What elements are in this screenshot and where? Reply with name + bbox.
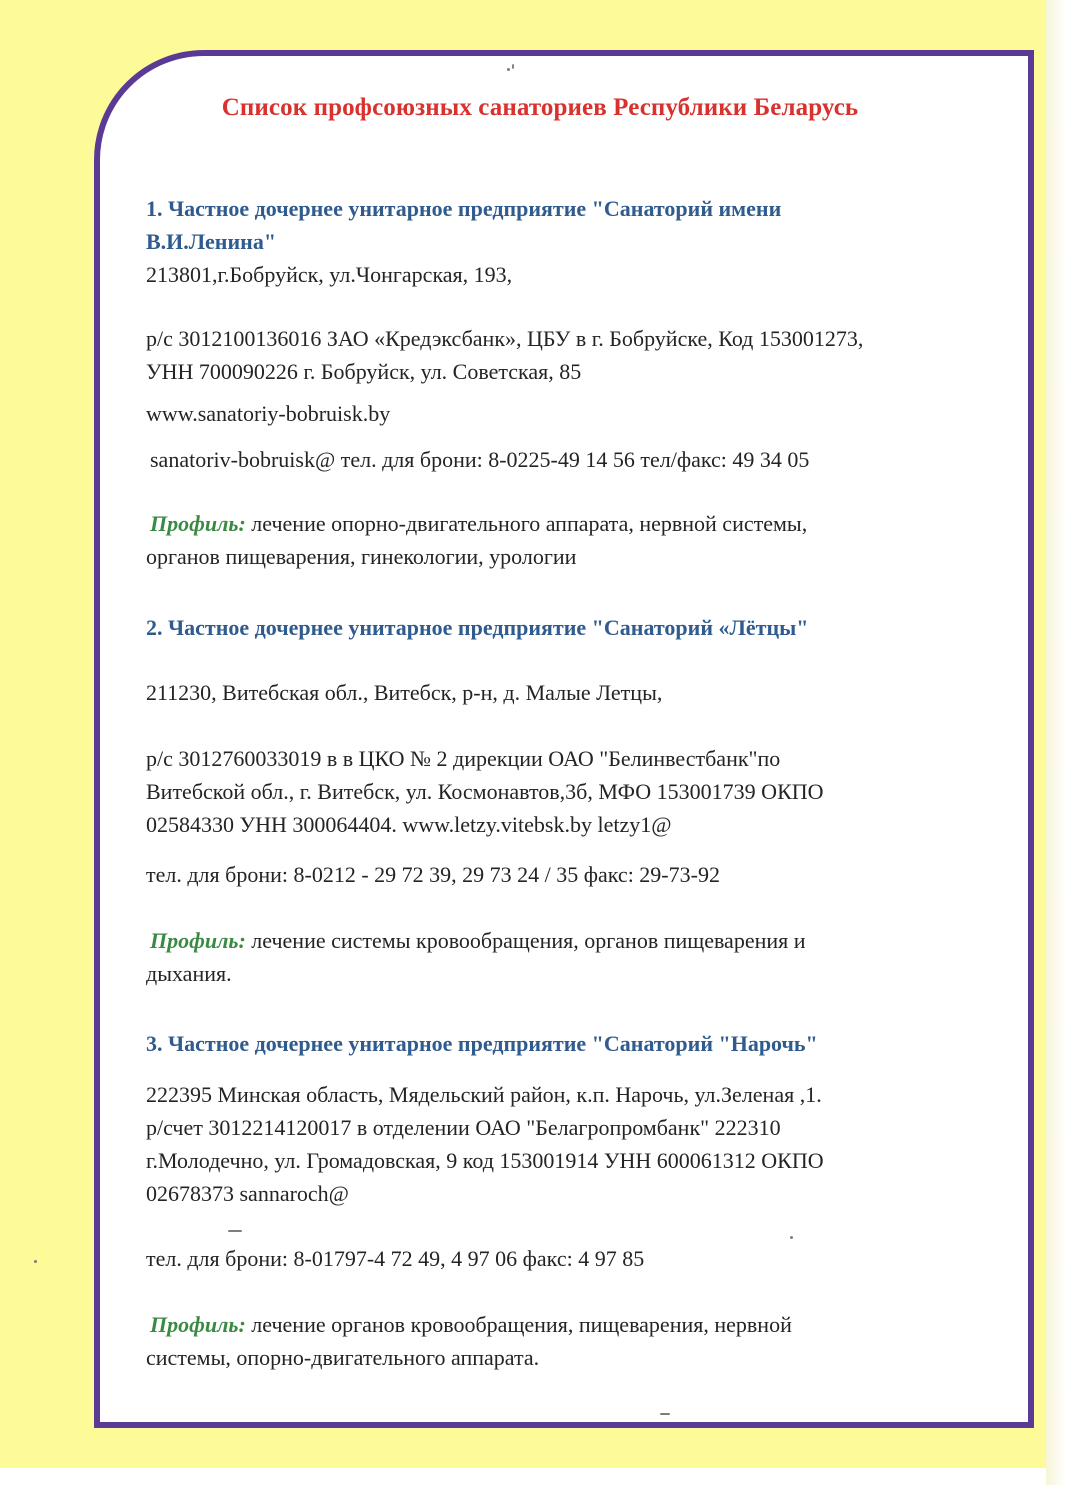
entry-1-bank bbox=[146, 322, 1006, 388]
scan-speck bbox=[512, 64, 514, 69]
entry-2-profile-line2: дыхания. bbox=[146, 961, 232, 986]
entry-1-org-line1: 1. Частное дочернее унитарное предприятие "Санаторий имени bbox=[146, 196, 782, 221]
entry-2-phones: тел. для брони: 8-0212 - 29 72 39, 29 73 24 / 35 факс: 29-73-92 bbox=[146, 862, 720, 887]
scan-speck bbox=[507, 68, 510, 71]
entry-1-header bbox=[146, 192, 1006, 291]
entry-2-profile bbox=[146, 924, 1010, 990]
page-title: Список профсоюзных санаториев Республики Беларусь bbox=[221, 94, 859, 121]
entry-3-addr-line1: 222395 Минская область, Мядельский район, к.п. Нарочь, ул.Зеленая ,1. bbox=[146, 1082, 822, 1107]
entry-1-contact: sanatoriv-bobruisk@ тел. для брони: 8-0225-49 14 56 тел/факс: 49 34 05 bbox=[150, 447, 810, 472]
entry-1-contact-row bbox=[150, 443, 1010, 476]
entry-1-profile-line1: лечение опорно-двигательного аппарата, нервной системы, bbox=[245, 511, 808, 536]
entry-2-header bbox=[146, 611, 1006, 644]
entry-3-phones: тел. для брони: 8-01797-4 72 49, 4 97 06 факс: 4 97 85 bbox=[146, 1246, 645, 1271]
entry-1-org-line2: В.И.Ленина" bbox=[146, 229, 277, 254]
entry-3-address bbox=[146, 1078, 1006, 1210]
entry-1-profile-line2: органов пищеварения, гинекологии, урологии bbox=[146, 544, 577, 569]
entry-2-profile-label: Профиль: bbox=[150, 928, 246, 953]
entry-2-profile-line1: лечение системы кровообращения, органов пищеварения и bbox=[245, 928, 806, 953]
entry-3-org-line1: 3. Частное дочернее унитарное предприятие "Санаторий "Нарочь" bbox=[146, 1031, 818, 1056]
entry-1-bank-line1: р/с 3012100136016 ЗАО «Кредэксбанк», ЦБУ в г. Бобруйске, Код 153001273, bbox=[146, 326, 864, 351]
entry-3-profile-line1: лечение органов кровообращения, пищеварения, нервной bbox=[245, 1312, 792, 1337]
page-edge bbox=[1046, 0, 1080, 1485]
entry-1-website-row bbox=[146, 397, 1006, 430]
entry-3-header bbox=[146, 1027, 1006, 1060]
entry-3-profile-label: Профиль: bbox=[150, 1312, 246, 1337]
entry-2-bank-line3: 02584330 УНН 300064404. www.letzy.vitebsk.by letzy1@ bbox=[146, 812, 672, 837]
entry-3-profile bbox=[146, 1308, 1010, 1374]
entry-2-bank-line2: Витебской обл., г. Витебск, ул. Космонавтов,3б, МФО 153001739 ОКПО bbox=[146, 779, 824, 804]
scan-speck bbox=[660, 1413, 670, 1415]
entry-1-bank-line2: УНН 700090226 г. Бобруйск, ул. Советская, 85 bbox=[146, 359, 582, 384]
entry-1-address: 213801,г.Бобруйск, ул.Чонгарская, 193, bbox=[146, 262, 513, 287]
entry-2-bank-line1: р/с 3012760033019 в в ЦКО № 2 дирекции ОАО "Белинвестбанк"по bbox=[146, 746, 781, 771]
scan-speck bbox=[228, 1230, 242, 1232]
entry-3-phones-row bbox=[146, 1242, 1006, 1275]
scan-speck bbox=[790, 1236, 793, 1239]
entry-2-bank bbox=[146, 742, 1006, 841]
scan-speck bbox=[34, 1260, 37, 1263]
entry-2-address-row bbox=[146, 676, 1006, 709]
entry-2-phones-row bbox=[146, 858, 1006, 891]
entry-3-addr-line4: 02678373 sannaroch@ bbox=[146, 1181, 349, 1206]
entry-3-profile-line2: системы, опорно-двигательного аппарата. bbox=[146, 1345, 540, 1370]
entry-2-org-line1: 2. Частное дочернее унитарное предприятие "Санаторий «Лётцы" bbox=[146, 615, 809, 640]
entry-3-addr-line2: р/счет 3012214120017 в отделении ОАО "Белагропромбанк" 222310 bbox=[146, 1115, 781, 1140]
entry-2-address: 211230, Витебская обл., Витебск, р-н, д. Малые Летцы, bbox=[146, 680, 663, 705]
entry-1-profile bbox=[146, 507, 1010, 573]
entry-1-website: www.sanatoriy-bobruisk.by bbox=[146, 401, 391, 426]
entry-3-addr-line3: г.Молодечно, ул. Громадовская, 9 код 153001914 УНН 600061312 ОКПО bbox=[146, 1148, 824, 1173]
entry-1-profile-label: Профиль: bbox=[150, 511, 246, 536]
